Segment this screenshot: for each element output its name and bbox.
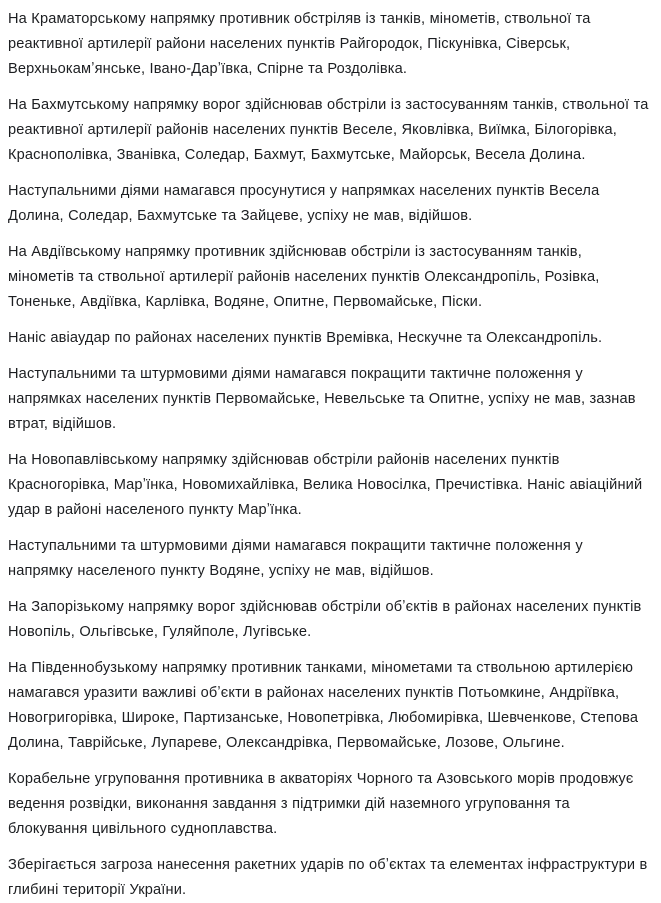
paragraph-missile-threat: Зберігається загроза нанесення ракетних ударів по обʼєктах та елементах інфраструктури в глибині території України. (8, 857, 648, 898)
paragraph-kramatorsk-direction: На Краматорському напрямку противник обстріляв із танків, мінометів, ствольної та реактивної артилерії райони населених пунктів Райгородок, Піскунівка, Сіверськ, Верхньокамʼянське, Івано-Дарʼївка, Спірне та Роздолівка. (8, 11, 591, 77)
paragraph-novopavlivka-assault-actions: Наступальними та штурмовими діями намагався покращити тактичне положення у напрямку населеного пункту Водяне, успіху не мав, відійшов. (8, 538, 583, 579)
paragraph-avdiivka-assault-actions: Наступальними та штурмовими діями намагався покращити тактичне положення у напрямках населених пунктів Первомайське, Невельське та Опитне, успіху не мав, зазнав втрат, відійшов. (8, 366, 636, 432)
paragraph-avdiivka-direction: На Авдіївському напрямку противник здійснював обстріли із застосуванням танків, мінометів та ствольної артилерії районів населених пунктів Олександропіль, Розівка, Тоненьке, Авдіївка, Карлівка, Водяне, Опитне, Первомайське, Піски. (8, 244, 600, 310)
paragraph-zaporizhzhia-direction: На Запорізькому напрямку ворог здійснював обстріли обʼєктів в районах населених пунктів Новопіль, Ольгівське, Гуляйполе, Лугівське. (8, 599, 642, 640)
paragraph-naval-grouping: Корабельне угруповання противника в акваторіях Чорного та Азовського морів продовжує ведення розвідки, виконання завдання з підтримки дій наземного угруповання та блокування цивільного судноплавства. (8, 771, 634, 837)
paragraph-bakhmut-direction: На Бахмутському напрямку ворог здійснював обстріли із застосуванням танків, ствольної та реактивної артилерії районів населених пунктів Веселе, Яковлівка, Виїмка, Білогорівка, Краснополівка, Званівка, Соледар, Бахмут, Бахмутське, Майорськ, Весела Долина. (8, 97, 649, 163)
paragraph-avdiivka-airstrike: Наніс авіаудар по районах населених пунктів Времівка, Нескучне та Олександропіль. (8, 330, 603, 346)
paragraph-pivdennyi-buh-direction: На Південнобузькому напрямку противник танками, мінометами та ствольною артилерією намагався уразити важливі обʼєкти в районах населених пунктів Потьомкине, Андріївка, Новогригорівка, Широке, Партизанське, Новопетрівка, Любомирівка, Шевченкове, Степова Долина, Таврійське, Лупареве, Олександрівка, Первомайське, Лозове, Ольгине. (8, 660, 639, 751)
paragraph-novopavlivka-direction: На Новопавлівському напрямку здійснював обстріли районів населених пунктів Красногорівка, Марʼїнка, Новомихайлівка, Велика Новосілка, Пречистівка. Наніс авіаційний удар в районі населеного пункту Марʼїнка. (8, 452, 643, 518)
paragraph-bakhmut-offensive-actions: Наступальними діями намагався просунутися у напрямках населених пунктів Весела Долина, Соледар, Бахмутське та Зайцеве, успіху не мав, відійшов. (8, 183, 600, 224)
